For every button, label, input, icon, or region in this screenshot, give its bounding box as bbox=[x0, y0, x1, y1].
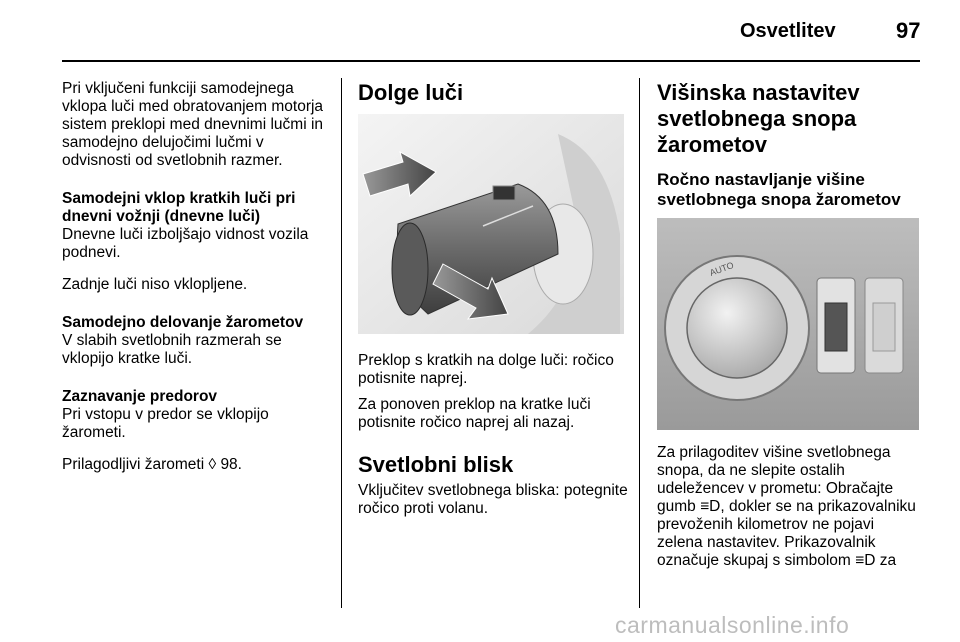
leveling-text-a: Za prilagoditev višine svetlobnega snopa, da ne slepite ostalih udeležencev v prometu: Obračajte gumb bbox=[657, 444, 894, 515]
column-2 bbox=[358, 80, 628, 532]
section-title: Samodejni vklop kratkih luči pri dnevni vožnji (dnevne luči) bbox=[62, 190, 296, 225]
leveling-instruction bbox=[657, 444, 922, 570]
dial-label: AUTO bbox=[708, 259, 736, 278]
section-body: Dnevne luči izboljšajo vidnost vozila podnevi. bbox=[62, 226, 309, 261]
column-divider-2 bbox=[639, 78, 640, 608]
column-3 bbox=[657, 80, 922, 584]
cross-reference bbox=[62, 456, 332, 474]
page-header-title: Osvetlitev bbox=[740, 20, 836, 42]
page-number: 97 bbox=[896, 18, 921, 43]
section-daytime-lights bbox=[62, 190, 332, 262]
column-1 bbox=[62, 80, 332, 488]
xref-arrow-icon: ◊ bbox=[208, 456, 217, 473]
headlight-dial-figure bbox=[657, 218, 919, 430]
section-auto-headlights bbox=[62, 314, 332, 368]
watermark: carmanualsonline.info bbox=[615, 612, 850, 638]
high-beam-instruction: Preklop s kratkih na dolge luči: ročico potisnite naprej. bbox=[358, 352, 614, 387]
high-beam-stalk-figure bbox=[358, 114, 624, 334]
section-title: Zaznavanje predorov bbox=[62, 388, 218, 405]
beam-level-icon: ≡D bbox=[700, 498, 721, 515]
header-rule bbox=[62, 60, 920, 62]
heading-high-beam: Dolge luči bbox=[358, 80, 464, 105]
section-tunnel-detection bbox=[62, 388, 332, 442]
xref-page: 98. bbox=[220, 456, 242, 473]
rear-lights-note: Zadnje luči niso vklopljene. bbox=[62, 276, 248, 293]
heading-flash: Svetlobni blisk bbox=[358, 452, 514, 477]
section-title: Samodejno delovanje žarometov bbox=[62, 314, 304, 331]
leveling-text-b: , dokler se na prikazovalniku prevoženih kilometrov ne pojavi zelena nastavitev. Prikazovalnik označuje skupaj s simbolom bbox=[657, 498, 916, 569]
section-body: V slabih svetlobnih razmerah se vklopijo kratke luči. bbox=[62, 332, 282, 367]
heading-beam-leveling: Višinska nastavitev svetlobnega snopa žarometov bbox=[657, 80, 860, 157]
flash-instruction: Vključitev svetlobnega bliska: potegnite ročico proti volanu. bbox=[358, 482, 628, 517]
low-beam-instruction: Za ponoven preklop na kratke luči potisnite ročico naprej ali nazaj. bbox=[358, 396, 591, 431]
beam-level-icon: ≡D bbox=[855, 552, 876, 569]
xref-text: Prilagodljivi žarometi bbox=[62, 456, 205, 473]
section-body: Pri vstopu v predor se vklopijo žarometi. bbox=[62, 406, 269, 441]
intro-paragraph: Pri vključeni funkciji samodejnega vklopa luči med obratovanjem motorja sistem preklopi med dnevnimi lučmi in samodejno delujočimi lučmi v odvisnosti od svetlobnih razmer. bbox=[62, 80, 324, 169]
leveling-text-c: za bbox=[879, 552, 897, 569]
subheading-manual-leveling: Ročno nastavljanje višine svetlobnega snopa žarometov bbox=[657, 170, 901, 209]
column-divider-1 bbox=[341, 78, 342, 608]
